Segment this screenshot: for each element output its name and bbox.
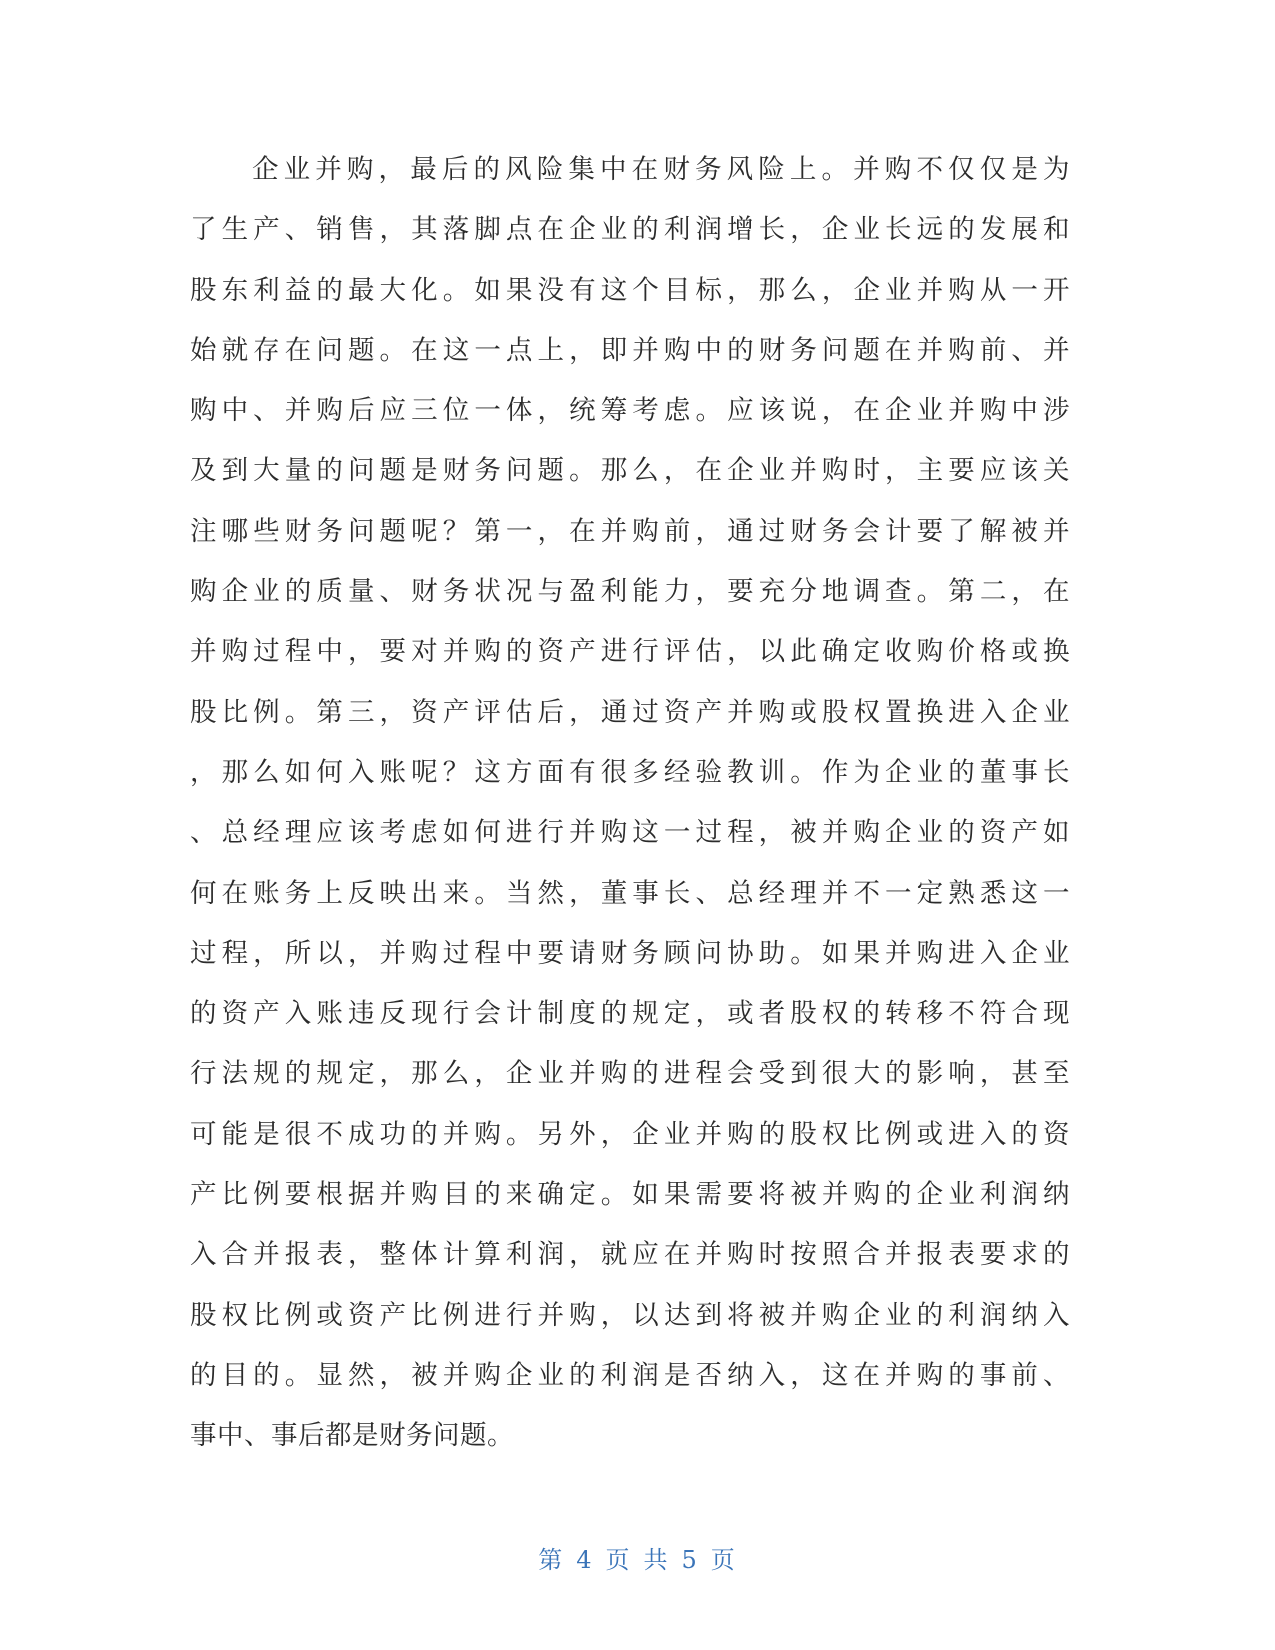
text-line: 行法规的规定，那么，企业并购的进程会受到很大的影响，甚至	[190, 1058, 1070, 1090]
text-line: 注哪些财务问题呢？第一，在并购前，通过财务会计要了解被并	[190, 515, 1070, 547]
text-line: 股比例。第三，资产评估后，通过资产并购或股权置换进入企业	[190, 696, 1070, 728]
text-line: 可能是很不成功的并购。另外，企业并购的股权比例或进入的资	[190, 1118, 1070, 1150]
text-line: 的目的。显然，被并购企业的利润是否纳入，这在并购的事前、	[190, 1359, 1070, 1391]
text-line: 购企业的质量、财务状况与盈利能力，要充分地调查。第二，在	[190, 576, 1070, 608]
text-line: 并购过程中，要对并购的资产进行评估，以此确定收购价格或换	[190, 636, 1070, 668]
text-line: 事中、事后都是财务问题。	[190, 1420, 514, 1452]
body-paragraph	[190, 140, 1070, 1467]
text-line: 、总经理应该考虑如何进行并购这一过程，被并购企业的资产如	[190, 817, 1070, 849]
text-line: 股权比例或资产比例进行并购，以达到将被并购企业的利润纳入	[190, 1299, 1070, 1331]
text-line: 及到大量的问题是财务问题。那么，在企业并购时，主要应该关	[190, 455, 1070, 487]
text-line: 何在账务上反映出来。当然，董事长、总经理并不一定熟悉这一	[190, 877, 1070, 909]
text-line: 股东利益的最大化。如果没有这个目标，那么，企业并购从一开	[190, 274, 1070, 306]
text-line: 购中、并购后应三位一体，统筹考虑。应该说，在企业并购中涉	[190, 395, 1070, 427]
footer-total-unit: 页	[710, 1546, 737, 1574]
text-line: 企业并购，最后的风险集中在财务风险上。并购不仅仅是为	[252, 154, 1070, 185]
text-line: 过程，所以，并购过程中要请财务顾问协助。如果并购进入企业	[190, 937, 1070, 969]
page-number-footer	[0, 1540, 1275, 1575]
text-line: ，那么如何入账呢？这方面有很多经验教训。作为企业的董事长	[190, 756, 1070, 788]
text-line: 了生产、销售，其落脚点在企业的利润增长，企业长远的发展和	[190, 214, 1070, 246]
footer-current-page: 4	[576, 1546, 594, 1574]
text-line: 始就存在问题。在这一点上，即并购中的财务问题在并购前、并	[190, 334, 1070, 366]
footer-total-pages: 5	[681, 1546, 699, 1574]
footer-page-unit: 页	[605, 1546, 632, 1574]
text-line: 的资产入账违反现行会计制度的规定，或者股权的转移不符合现	[190, 998, 1070, 1030]
text-line: 入合并报表，整体计算利润，就应在并购时按照合并报表要求的	[190, 1239, 1070, 1271]
footer-page-label: 第	[538, 1546, 565, 1574]
footer-total-label: 共	[643, 1546, 670, 1574]
text-line: 产比例要根据并购目的来确定。如果需要将被并购的企业利润纳	[190, 1179, 1070, 1211]
